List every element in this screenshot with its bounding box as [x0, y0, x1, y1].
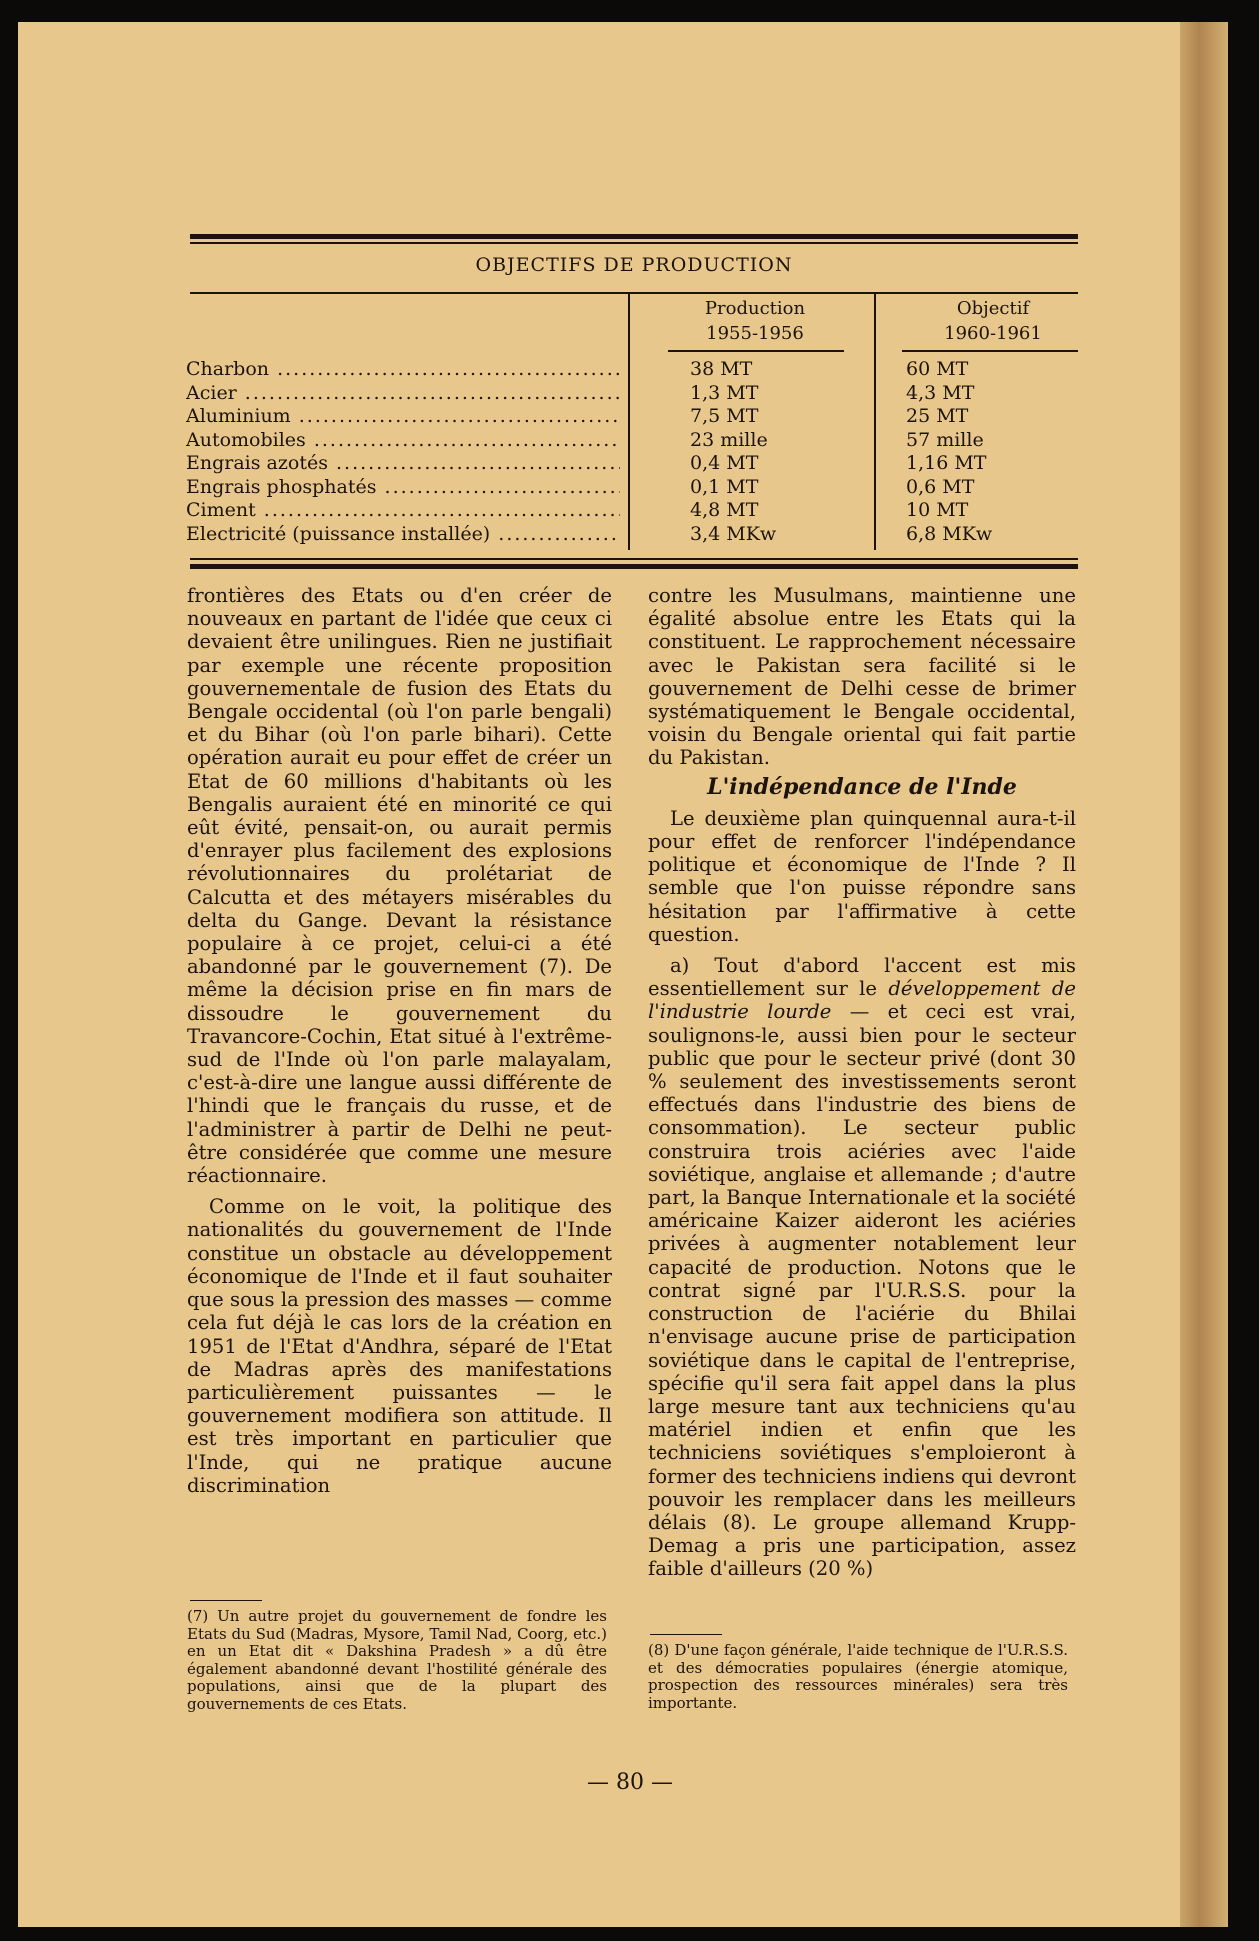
- page-number: — 80 —: [587, 1770, 673, 1795]
- paragraph: frontières des Etats ou d'en créer de nouveaux en partant de l'idée que ceux ci devaient être unilingues. Rien ne justifiait par exemple une récente proposition gouvernementale de fusion des Etats du Bengale occidental (où l'on parle bengali) et du Bihar (où l'on parle bihari). Cette opération aurait eu pour effet de créer un Etat de 60 millions d'habitants où les Bengalis auraient été en minorité ce qui eût évité, pensait-on, ou aurait permis d'enrayer plus facilement des explosions révolutionnaires du prolétariat de Calcutta et des métayers misérables du delta du Gange. Devant la résistance populaire à ce projet, celui-ci a été abandonné par le gouvernement (7). De même la décision prise en fin mars de dissoudre le gouvernement du Travancore-Cochin, Etat situé à l'extrême-sud de l'Inde où l'on parle malayalam, c'est-à-dire une langue aussi différente de l'hindi que le français du russe, et de l'administrer à partir de Delhi ne peut-être considérée que comme une mesure réactionnaire.: [187, 584, 612, 1188]
- objective-value: 10 MT: [906, 499, 969, 521]
- production-value: 3,4 MKw: [690, 522, 777, 545]
- production-value: 38 MT: [690, 358, 753, 380]
- objective-value: 4,3 MT: [906, 381, 975, 404]
- right-column: [648, 584, 1076, 1581]
- table-row-label: Aluminium .....: [186, 405, 620, 429]
- production-value: 7,5 MT: [690, 405, 759, 427]
- table-row-label: Charbon .....: [186, 358, 620, 382]
- book-spine-edge: [1180, 22, 1228, 1927]
- column-divider-2: [874, 294, 876, 550]
- table-top-rule-thin: [190, 242, 1078, 244]
- footnote-rule-right: [650, 1634, 722, 1635]
- table-row-label: Ciment .....: [186, 499, 620, 523]
- footnote-rule-left: [190, 1600, 262, 1601]
- footnote-8: (8) D'une façon générale, l'aide technique de l'U.R.S.S. et des démocraties populaires (énergie atomique, prospection des ressources minérales) sera très importante.: [648, 1641, 1068, 1712]
- paragraph: a) Tout d'abord l'accent est mis essentiellement sur le développement de l'industrie lourde — et ceci est vrai, soulignons-le, aussi bien pour le secteur public que pour le secteur privé (dont 30 % seulement des investissements seront effectués dans l'industrie des biens de consommation). Le secteur public construira trois aciéries avec l'aide soviétique, anglaise et allemande ; d'autre part, la Banque Internationale et la société américaine Kaizer aideront les aciéries privées à augmenter notablement leur capacité de production. Notons que le contrat signé par l'U.R.S.S. pour la construction de l'aciérie du Bhilai n'envisage aucune prise de participation soviétique dans le capital de l'entreprise, spécifie qu'il sera fait appel dans la plus large mesure tant aux techniciens qu'au matériel indien et enfin que les techniciens soviétiques s'emploieront à former des techniciens indiens qui devront pouvoir les remplacer dans les meilleurs délais (8). Le groupe allemand Krupp-Demag a pris une participation, assez faible d'ailleurs (20 %): [648, 954, 1076, 1581]
- production-value: 1,3 MT: [690, 381, 759, 404]
- paragraph: contre les Musulmans, maintienne une égalité absolue entre les Etats qui la constituent. Le rapprochement nécessaire avec le Pakistan sera facilité si le gouvernement de Delhi cesse de brimer systématiquement le Bengale occidental, voisin du Bengale oriental qui fait partie du Pakistan.: [648, 584, 1076, 770]
- table-row-label: Automobiles .....: [186, 429, 620, 453]
- production-values: [690, 358, 820, 546]
- section-heading: L'indépendance de l'Inde: [707, 773, 1017, 800]
- objective-values: [906, 358, 1056, 546]
- objective-value: 0,6 MT: [906, 475, 975, 498]
- objective-header: Objectif 1960-1961: [944, 298, 1042, 344]
- footnote-7: (7) Un autre projet du gouvernement de fondre les Etats du Sud (Madras, Mysore, Tamil Nad, Coorg, etc.) en un Etat dit « Dakshina Pradesh » a dû être également abandonné devant l'hostilité générale des populations, ainsi que de la plupart des gouvernements de ces Etats.: [187, 1607, 607, 1713]
- paragraph: Comme on le voit, la politique des nationalités du gouvernement de l'Inde constitue un obstacle au développement économique de l'Inde et il faut souhaiter que sous la pression des masses — comme cela fut déjà le cas lors de la création en 1951 de l'Etat d'Andhra, séparé de l'Etat de Madras après des manifestations particulièrement puissantes — le gouvernement modifiera son attitude. Il est très important en particulier que l'Inde, qui ne pratique aucune discrimination: [187, 1195, 612, 1497]
- table-row-label: Electricité (puissance installée) .....: [186, 523, 620, 547]
- table-bottom-rule-thick: [190, 564, 1078, 569]
- table-top-rule: [190, 234, 1078, 239]
- column-divider-1: [628, 294, 630, 550]
- production-value: 23 mille: [690, 428, 768, 451]
- objective-value: 25 MT: [906, 405, 969, 427]
- production-header: Production 1955-1956: [704, 298, 806, 344]
- table-labels: [186, 358, 620, 546]
- table-header-rule: [190, 292, 1078, 294]
- table-row-label: Engrais phosphatés .....: [186, 476, 620, 500]
- objective-value: 6,8 MKw: [906, 522, 993, 545]
- left-column: [187, 584, 612, 1497]
- objective-value: 57 mille: [906, 428, 984, 451]
- production-header-underline: [668, 350, 844, 352]
- table-row-label: Acier .....: [186, 382, 620, 406]
- objective-value: 60 MT: [906, 358, 969, 380]
- paragraph: Le deuxième plan quinquennal aura-t-il pour effet de renforcer l'indépendance politique et économique de l'Inde ? Il semble que l'on puisse répondre sans hésitation par l'affirmative à cette question.: [648, 806, 1076, 946]
- objective-header-underline: [902, 350, 1078, 352]
- emphasis: développement de l'industrie lourde: [648, 977, 1076, 1024]
- production-value: 0,4 MT: [690, 452, 759, 474]
- table-title: OBJECTIFS DE PRODUCTION: [475, 254, 793, 276]
- production-value: 4,8 MT: [690, 499, 759, 521]
- table-row-label: Engrais azotés .....: [186, 452, 620, 476]
- production-value: 0,1 MT: [690, 475, 759, 498]
- objective-value: 1,16 MT: [906, 452, 987, 474]
- table-bottom-rule: [190, 558, 1078, 560]
